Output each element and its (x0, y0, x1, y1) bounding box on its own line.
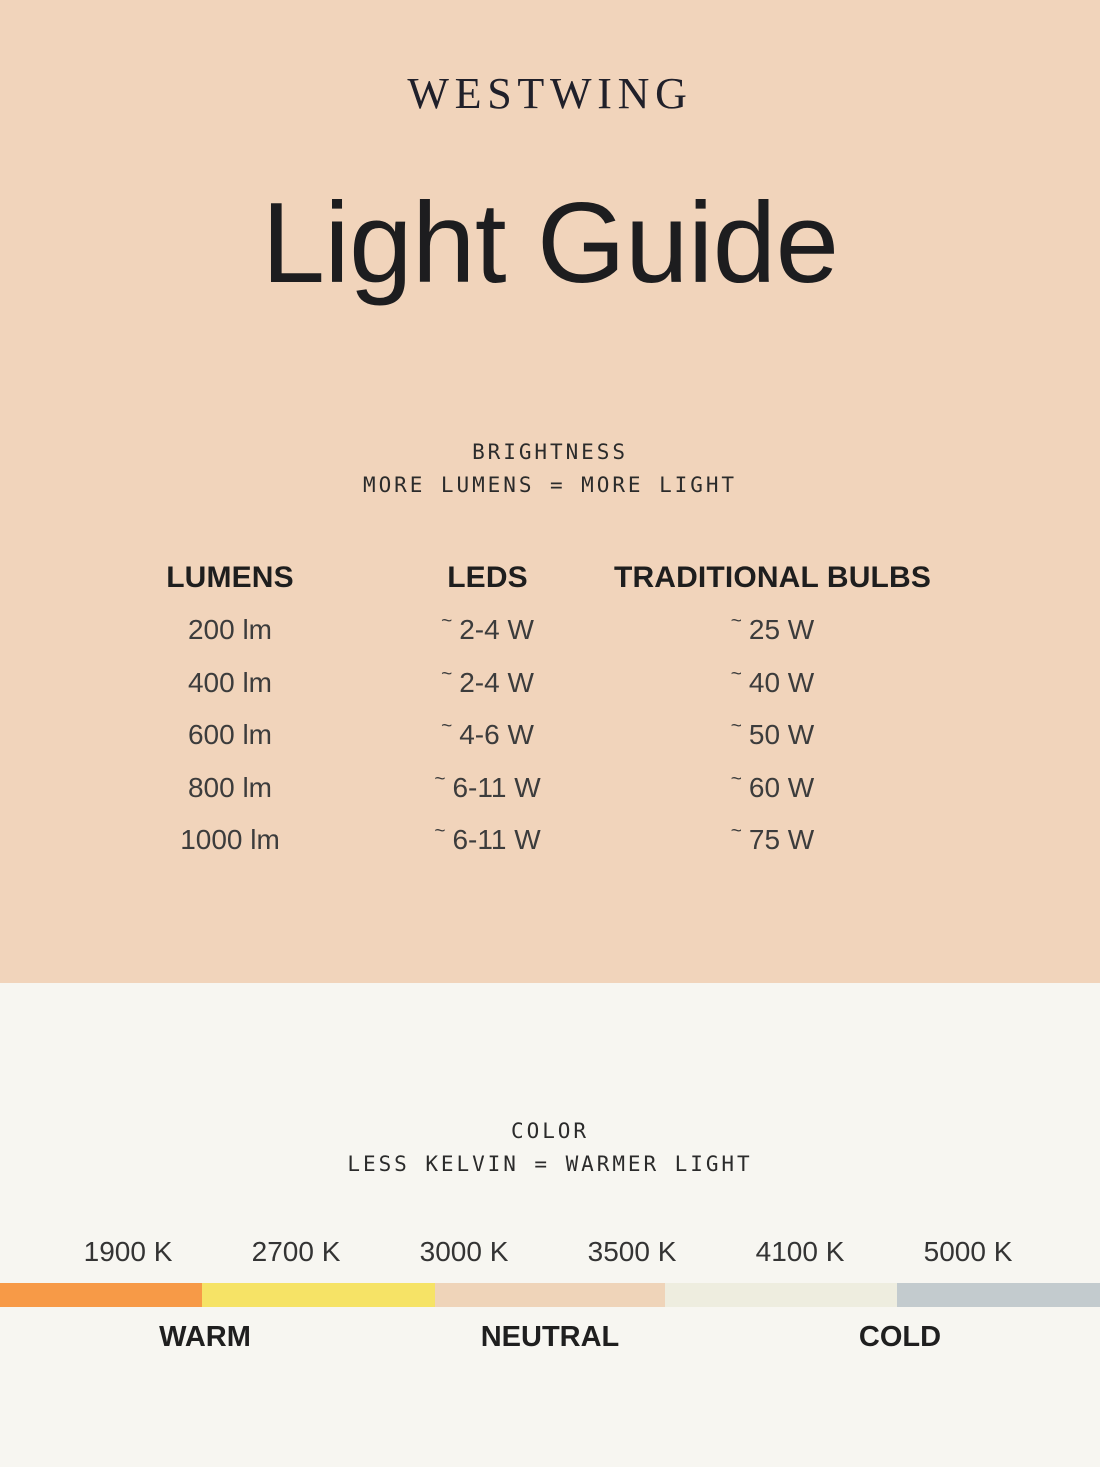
table-cell-traditional-value: 60 W (748, 771, 815, 803)
table-cell-traditional (610, 709, 935, 762)
table-cell-leds-value: 6-11 W (452, 824, 541, 856)
temperature-segment-warm-orange (0, 1283, 202, 1307)
temperature-segment-neutral-peach (435, 1283, 665, 1307)
table-cell-leds (365, 709, 610, 762)
approx-symbol: ~ (730, 611, 742, 633)
color-temperature-bar (0, 1283, 1100, 1307)
table-cell-leds (365, 657, 610, 710)
table-cell-traditional (610, 604, 935, 657)
approx-symbol: ~ (730, 663, 742, 685)
kelvin-label-4100: 4100 K (755, 1236, 845, 1267)
color-heading-line2: LESS KELVIN = WARMER LIGHT (347, 1152, 753, 1176)
temperature-segment-neutral-cream (665, 1283, 897, 1307)
color-temperature-section (0, 983, 1100, 1467)
approx-symbol: ~ (434, 821, 446, 843)
brightness-heading-line1: BRIGHTNESS (472, 440, 628, 464)
table-cell-leds-value: 6-11 W (452, 771, 541, 803)
brightness-heading-line2: MORE LUMENS = MORE LIGHT (363, 473, 737, 497)
page-title: Light Guide (261, 180, 839, 307)
lumen-comparison-table (95, 552, 935, 867)
approx-symbol: ~ (730, 821, 742, 843)
table-cell-traditional-value: 75 W (748, 824, 815, 856)
table-cell-traditional (610, 814, 935, 867)
table-cell-traditional-value: 50 W (748, 719, 815, 751)
table-cell-traditional (610, 762, 935, 815)
table-cell-traditional (610, 657, 935, 710)
approx-symbol: ~ (441, 663, 453, 685)
table-cell-lumens: 600 lm (187, 719, 273, 751)
table-cell-lumens: 400 lm (187, 666, 273, 698)
approx-symbol: ~ (730, 768, 742, 790)
temperature-label-cold: COLD (858, 1321, 942, 1353)
brightness-heading (0, 436, 1100, 502)
temperature-label-warm: WARM (159, 1321, 251, 1353)
temperature-label-neutral: NEUTRAL (480, 1321, 620, 1353)
approx-symbol: ~ (441, 611, 453, 633)
brand-logo: WESTWING (407, 69, 693, 118)
approx-symbol: ~ (730, 716, 742, 738)
approx-symbol: ~ (441, 716, 453, 738)
temperature-segment-cold-blue-gray (897, 1283, 1100, 1307)
table-cell-leds (365, 604, 610, 657)
table-cell-leds (365, 762, 610, 815)
kelvin-scale-labels (44, 1235, 1052, 1269)
color-heading (0, 1115, 1100, 1181)
table-cell-lumens: 800 lm (187, 771, 273, 803)
kelvin-label-3000: 3000 K (419, 1236, 509, 1267)
kelvin-label-2700: 2700 K (251, 1236, 341, 1267)
column-header-traditional-bulbs: TRADITIONAL BULBS (614, 561, 931, 594)
kelvin-label-1900: 1900 K (83, 1236, 173, 1267)
column-header-lumens: LUMENS (166, 561, 294, 594)
kelvin-label-5000: 5000 K (923, 1236, 1013, 1267)
column-header-leds: LEDS (447, 561, 528, 594)
table-cell-leds-value: 2-4 W (459, 614, 534, 646)
table-cell-traditional-value: 25 W (748, 614, 815, 646)
table-cell-leds-value: 4-6 W (459, 719, 534, 751)
color-heading-line1: COLOR (511, 1119, 589, 1143)
table-cell-lumens: 1000 lm (180, 824, 280, 856)
approx-symbol: ~ (434, 768, 446, 790)
table-cell-leds-value: 2-4 W (459, 666, 534, 698)
kelvin-label-3500: 3500 K (587, 1236, 677, 1267)
table-cell-lumens: 200 lm (187, 614, 273, 646)
table-cell-leds (365, 814, 610, 867)
temperature-segment-warm-yellow (202, 1283, 435, 1307)
table-cell-traditional-value: 40 W (748, 666, 815, 698)
